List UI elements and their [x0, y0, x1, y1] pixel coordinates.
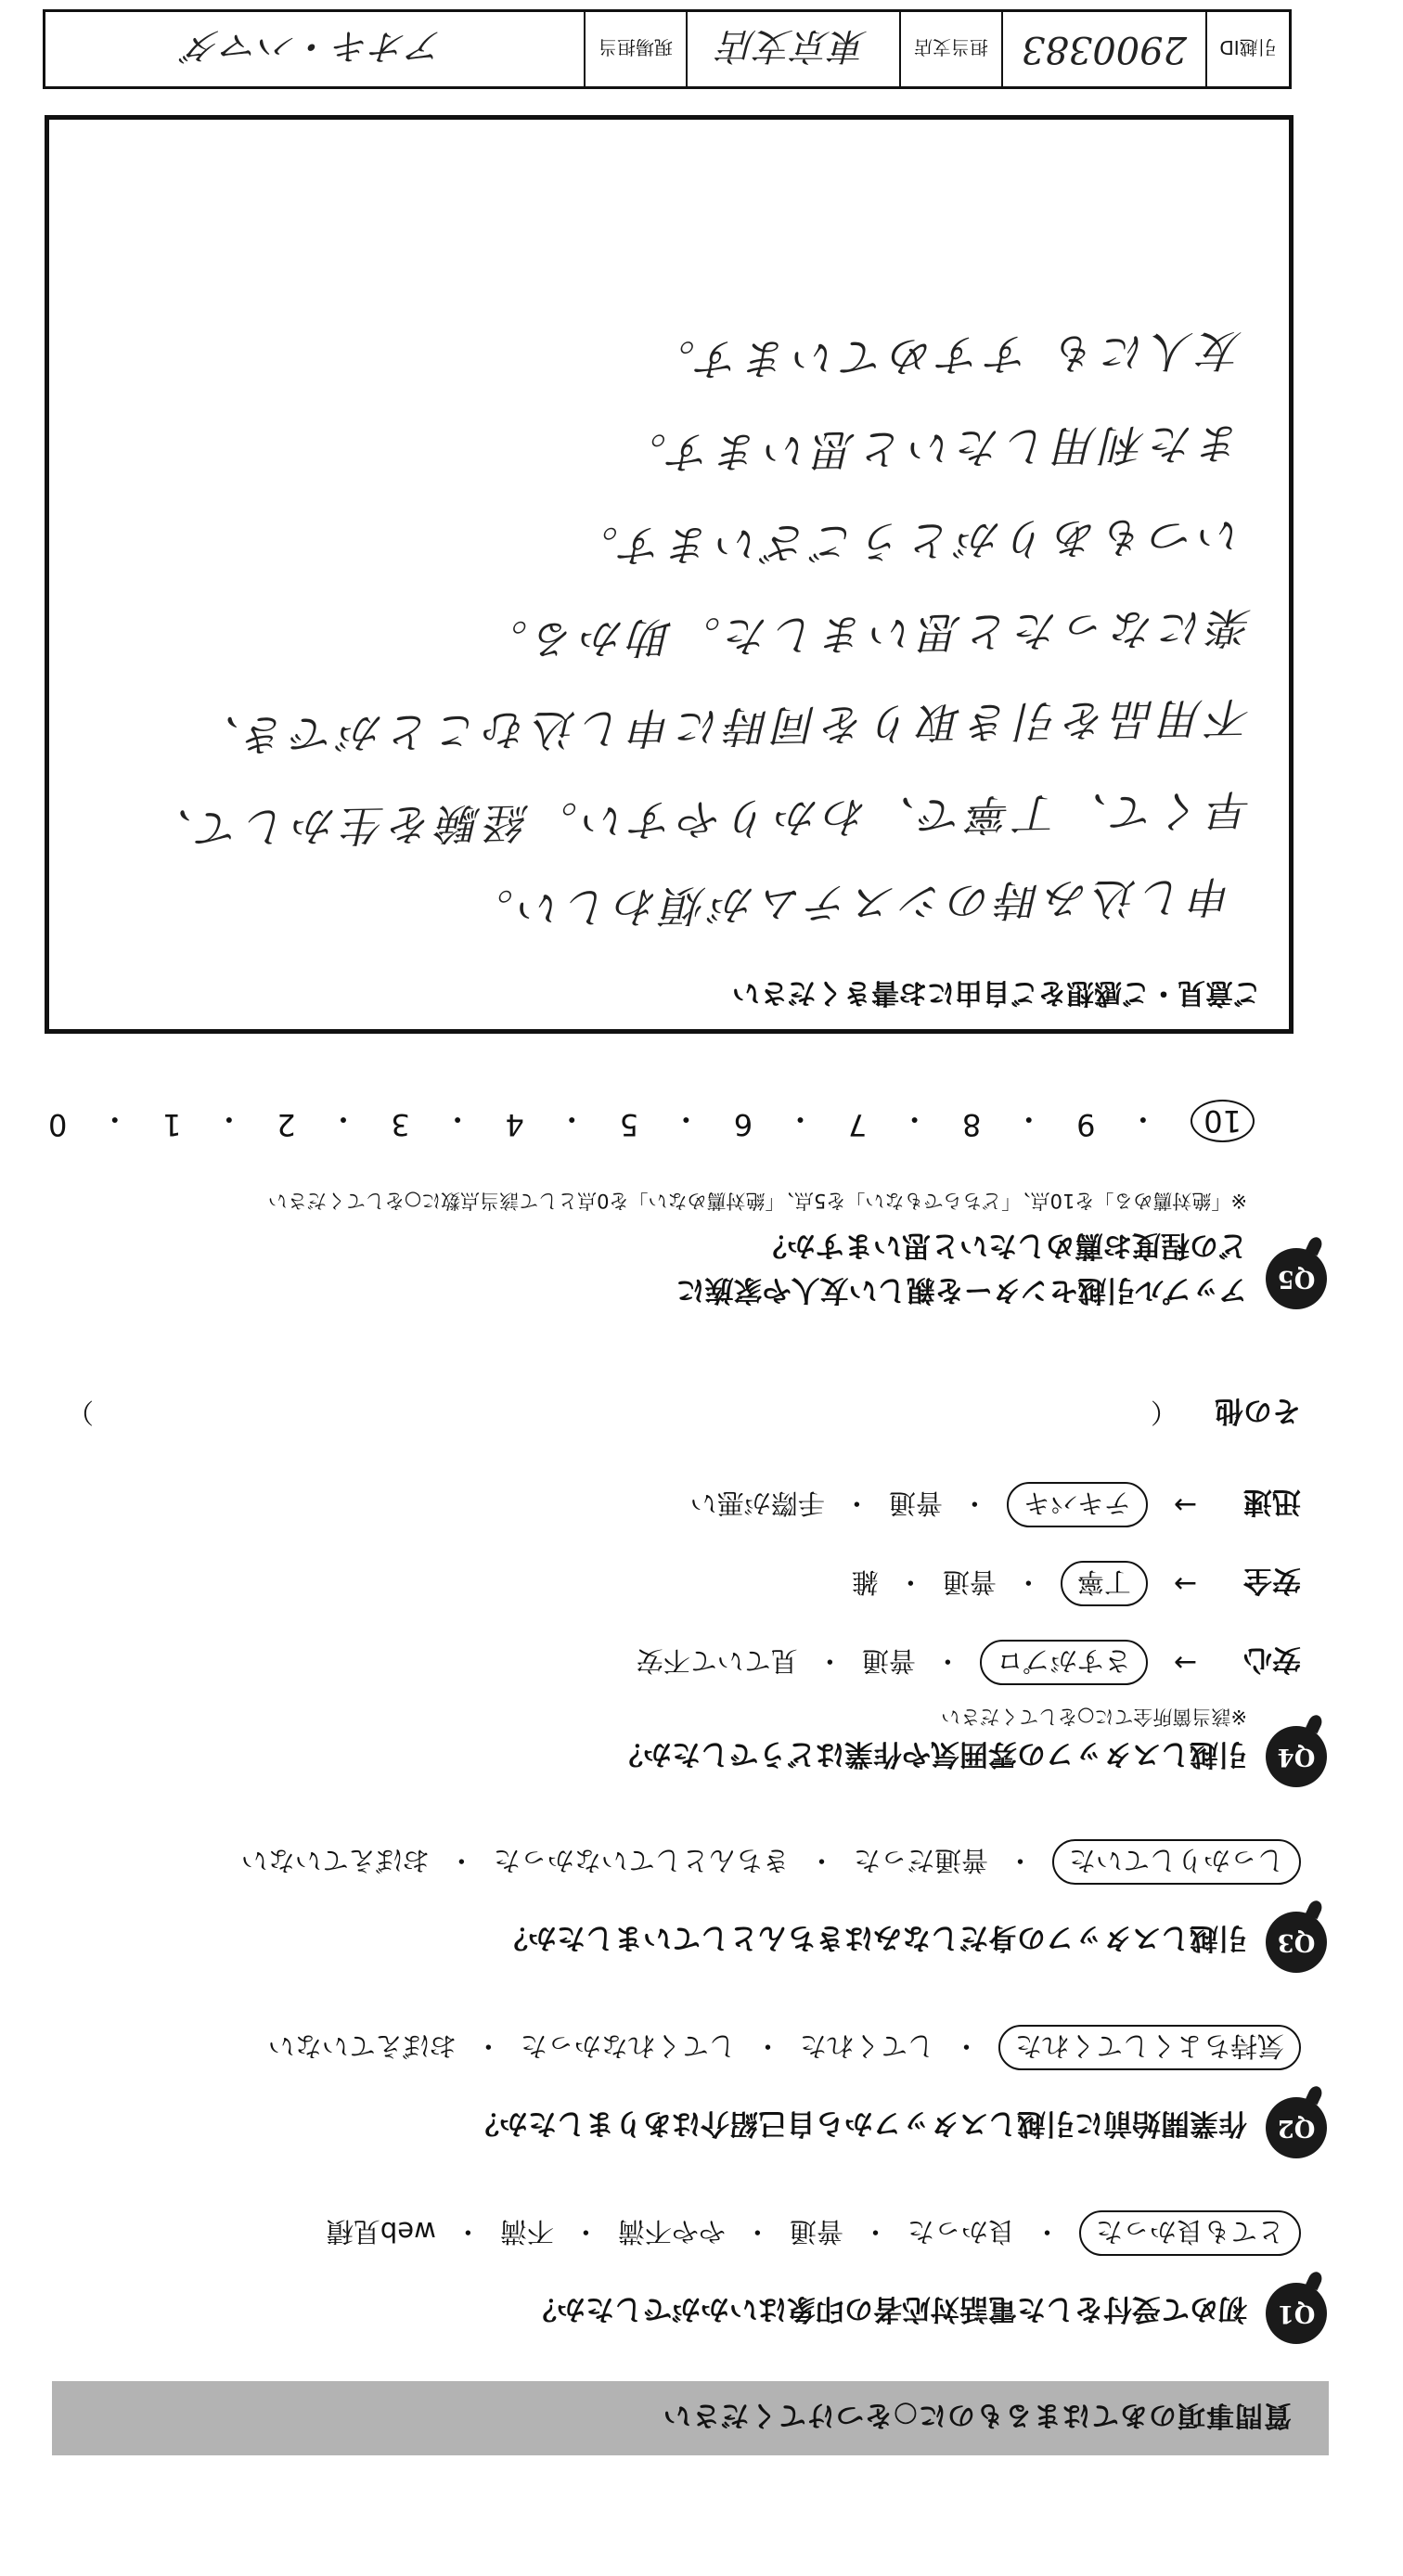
q4-other-row — [67, 1393, 1301, 1435]
comment-box[interactable] — [45, 115, 1294, 1034]
comment-line-1: 申し込み時のシステムが煩わしい。 — [465, 870, 1234, 935]
q3-option-3[interactable]: おぼえていない — [240, 1845, 430, 1876]
q2-badge-icon — [1266, 2097, 1327, 2158]
comment-line-6: また利用したいと思います。 — [618, 418, 1243, 479]
score-3[interactable]: 3 — [391, 1107, 410, 1142]
comment-title: ご意見・ご感想をご自由にお書きください — [732, 976, 1261, 1009]
score-2[interactable]: 2 — [277, 1107, 296, 1142]
q3-number: Q3 — [1277, 1928, 1316, 1956]
instruction-banner: 質問事項のあてはまるものに○をつけてください — [52, 2381, 1329, 2455]
q4-row-0-option-2[interactable]: 見ていて不安 — [636, 1645, 798, 1677]
q5-question-line1: アップル引越センターを親しい友人や家族に — [676, 1273, 1247, 1307]
arrow-right-icon: → — [1173, 1488, 1197, 1521]
q3-option-1[interactable]: 普通だった — [853, 1845, 988, 1876]
q3-badge-icon — [1266, 1912, 1327, 1973]
q3-options: しっかりしていた ・ 普通だった ・ きちんとしていなかった ・ おぼえていない — [241, 1839, 1301, 1885]
q1-options: とても良かった ・ 良かった ・ 普通 ・ やや不満 ・ 不満 ・ web見積 — [327, 2210, 1301, 2256]
q5-question-line2: どの程度お薦めしたいと思いますか？ — [758, 1229, 1247, 1262]
move-id-value: 2900383 — [1001, 12, 1205, 86]
q3-option-2[interactable]: きちんとしていなかった — [493, 1845, 790, 1876]
q1-option-0[interactable]: とても良かった — [1079, 2210, 1301, 2256]
q4-row-2-option-2[interactable]: 手際が悪い — [689, 1488, 825, 1519]
score-10[interactable]: 10 — [1191, 1100, 1255, 1142]
branch-value: 東京支店 — [686, 12, 899, 86]
arrow-right-icon: → — [1173, 1567, 1197, 1600]
q1-option-5[interactable]: web見積 — [326, 2216, 436, 2248]
score-1[interactable]: 1 — [162, 1107, 182, 1142]
q4-row-0-label: 安心 — [1243, 1642, 1301, 1676]
score-5[interactable]: 5 — [619, 1107, 639, 1142]
score-9[interactable]: 9 — [1076, 1107, 1096, 1142]
comment-line-3: 不用品を引き取りを同時に申し込むことができ、 — [191, 692, 1253, 761]
q2-option-2[interactable]: してくれなかった — [520, 2030, 736, 2062]
score-4[interactable]: 4 — [505, 1107, 524, 1142]
branch-label: 担当支店 — [899, 12, 1001, 86]
comment-line-5: いつもありがとうございます。 — [570, 509, 1243, 573]
q4-row-1-label: 安全 — [1243, 1564, 1301, 1597]
score-7[interactable]: 7 — [847, 1107, 868, 1142]
q4-row-1-option-0[interactable]: 丁寧 — [1061, 1561, 1148, 1606]
q4-badge-icon — [1266, 1726, 1327, 1787]
q4-other-close: ） — [67, 1397, 95, 1428]
arrow-right-icon: → — [1173, 1646, 1197, 1679]
q4-number: Q4 — [1277, 1743, 1316, 1771]
q3-option-0[interactable]: しっかりしていた — [1052, 1839, 1301, 1885]
q4-question: 引越しスタッフの雰囲気や作業はどうでしたか？ — [614, 1737, 1247, 1771]
q2-options: 気持ちよくしてくれた ・ してくれた ・ してくれなかった ・ おぼえていない — [268, 2025, 1301, 2070]
q1-option-1[interactable]: 良かった — [907, 2216, 1015, 2248]
score-0[interactable]: 0 — [48, 1107, 68, 1142]
comment-line-7: 友人にも すすめています。 — [647, 325, 1243, 386]
q4-row-security: 安全 → 丁寧 ・ 普通 ・ 雑 — [852, 1561, 1301, 1606]
q4-row-2-label: 迅速 — [1243, 1485, 1301, 1518]
q4-other-open: （ — [1150, 1397, 1178, 1428]
q5-badge-icon — [1266, 1248, 1327, 1309]
score-6[interactable]: 6 — [733, 1107, 753, 1142]
q4-row-2-option-1[interactable]: 普通 — [888, 1488, 943, 1519]
q2-option-3[interactable]: おぼえていない — [267, 2030, 457, 2062]
q5-score-scale: 10 ・ 9 ・ 8 ・ 7 ・ 6 ・ 5 ・ 4 ・ 3 ・ 2 ・ 1 ・ 0 — [48, 1100, 1255, 1142]
leader-value: アオキ・ハマダ — [185, 24, 444, 68]
q1-number: Q1 — [1277, 2299, 1316, 2327]
q2-option-1[interactable]: してくれた — [799, 2030, 934, 2062]
move-id-label: 引越ID — [1205, 12, 1289, 86]
q2-question: 作業開始前に引越しスタッフから自己紹介はありましたか？ — [470, 2106, 1247, 2140]
q1-question: 初めて受付をした電話対応者の印象はいかがでしたか？ — [528, 2292, 1247, 2325]
q1-option-3[interactable]: やや不満 — [617, 2216, 726, 2248]
q4-row-2-option-0[interactable]: テキパキ — [1007, 1482, 1148, 1527]
comment-line-2: 早くて、丁寧で、わかりやすい。経験を生かして、 — [144, 784, 1253, 855]
leader-label: 現場担当 — [584, 12, 686, 86]
q4-row-1-option-2[interactable]: 雑 — [851, 1566, 879, 1598]
staff-info-table — [43, 9, 1292, 89]
comment-line-4: 楽になったと思いました。助かる。 — [479, 601, 1253, 666]
q4-other-label: その他 — [1215, 1394, 1301, 1427]
q5-number: Q5 — [1277, 1265, 1316, 1293]
q3-question: 引越しスタッフの身だしなみはきちんとしていましたか？ — [499, 1921, 1247, 1954]
q4-row-0-option-0[interactable]: さすがプロ — [980, 1640, 1148, 1685]
q4-note: ※該当箇所全てに○をしてください — [941, 1706, 1247, 1728]
q4-row-0-option-1[interactable]: 普通 — [861, 1645, 916, 1677]
q1-option-2[interactable]: 普通 — [789, 2216, 843, 2248]
q4-row-speed: 迅速 → テキパキ ・ 普通 ・ 手際が悪い — [690, 1482, 1301, 1527]
q1-option-4[interactable]: 不満 — [499, 2216, 554, 2248]
q5-note: ※「絶対薦める」を10点、「どちらでもない」を5点、「絶対薦めない」を0点として該当点数に○をしてください — [267, 1190, 1247, 1212]
q1-badge-icon — [1266, 2283, 1327, 2344]
score-8[interactable]: 8 — [962, 1107, 982, 1142]
q4-row-safety: 安心 → さすがプロ ・ 普通 ・ 見ていて不安 — [637, 1640, 1301, 1685]
q4-row-1-option-1[interactable]: 普通 — [942, 1566, 997, 1598]
q2-option-0[interactable]: 気持ちよくしてくれた — [998, 2025, 1301, 2070]
q2-number: Q2 — [1277, 2114, 1316, 2142]
